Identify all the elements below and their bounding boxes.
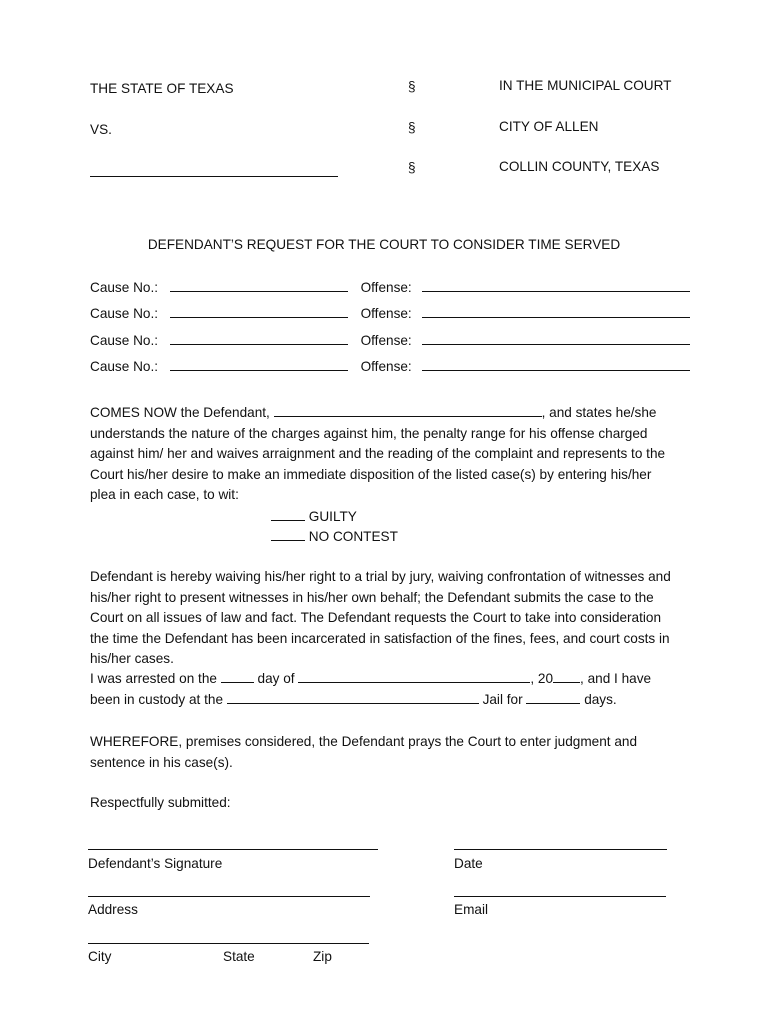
arrest-text: days.	[584, 691, 617, 707]
cause-row	[90, 278, 690, 297]
cause-label: Cause No.:	[90, 359, 159, 374]
arrest-month-field[interactable]	[298, 669, 530, 683]
wherefore-paragraph: WHEREFORE, premises considered, the Defendant prays the Court to enter judgment and sentence in his case(s).	[90, 734, 638, 770]
comes-now-text: COMES NOW the Defendant,	[90, 405, 270, 420]
offense-field[interactable]	[422, 278, 690, 292]
cause-label: Cause No.:	[90, 280, 159, 295]
address-line[interactable]	[88, 896, 370, 897]
caption-vs: VS.	[90, 122, 112, 137]
signature-line[interactable]	[88, 849, 378, 850]
arrest-year-field[interactable]	[553, 669, 580, 683]
caption-court: IN THE MUNICIPAL COURT	[499, 78, 672, 93]
city-state-zip-line[interactable]	[88, 943, 369, 944]
email-label: Email	[454, 902, 488, 917]
offense-label: Offense:	[360, 306, 412, 321]
cause-number-field[interactable]	[170, 278, 348, 292]
section-symbol: §	[408, 160, 416, 175]
arrest-day-field[interactable]	[221, 669, 254, 683]
plea-guilty-option	[271, 507, 357, 526]
arrest-text: , and I have been in custody at the	[90, 671, 652, 707]
date-line[interactable]	[454, 849, 667, 850]
zip-label: Zip	[313, 949, 332, 964]
offense-label: Offense:	[360, 359, 412, 374]
jail-days-field[interactable]	[526, 690, 580, 704]
waiver-paragraph: Defendant is hereby waiving his/her right to a trial by jury, waiving confrontation of witnesses and his/her right to present witnesses in his/her own behalf; the Defendant submits the case to the Court on all issues of law and fact. The Defendant requests the Court to take into consideration the time the Defendant has been incarcerated in satisfaction of the fines, fees, and court costs in his/her cases.	[90, 569, 671, 666]
offense-field[interactable]	[422, 357, 690, 371]
section-symbol: §	[408, 120, 416, 135]
cause-label: Cause No.:	[90, 333, 159, 348]
offense-label: Offense:	[360, 280, 412, 295]
city-label: City	[88, 949, 112, 964]
offense-label: Offense:	[360, 333, 412, 348]
offense-field[interactable]	[422, 331, 690, 345]
state-label: State	[223, 949, 255, 964]
caption-county: COLLIN COUNTY, TEXAS	[499, 159, 660, 174]
no-contest-label: NO CONTEST	[308, 529, 398, 544]
date-label: Date	[454, 856, 483, 871]
cause-label: Cause No.:	[90, 306, 159, 321]
respectfully-submitted: Respectfully submitted:	[90, 795, 231, 810]
defendant-name-field[interactable]	[274, 403, 542, 417]
section-symbol: §	[408, 79, 416, 94]
arrest-text: day of	[257, 671, 295, 686]
plea-no-contest-option	[271, 527, 398, 546]
guilty-label: GUILTY	[308, 509, 357, 524]
cause-row	[90, 331, 690, 350]
defendant-name-blank[interactable]	[90, 176, 338, 177]
no-contest-blank[interactable]	[271, 527, 305, 541]
arrest-text: Jail for	[482, 691, 523, 707]
arrest-text: I was arrested on the	[90, 671, 217, 686]
comes-now-paragraph	[90, 403, 680, 506]
cause-number-field[interactable]	[170, 357, 348, 371]
guilty-blank[interactable]	[271, 507, 305, 521]
arrest-text: , 20	[530, 671, 554, 686]
caption-city: CITY OF ALLEN	[499, 119, 599, 134]
email-line[interactable]	[454, 896, 666, 897]
jail-name-field[interactable]	[227, 690, 479, 704]
address-label: Address	[88, 902, 138, 917]
arrest-paragraph	[90, 669, 680, 710]
cause-number-field[interactable]	[170, 331, 348, 345]
offense-field[interactable]	[422, 304, 690, 318]
cause-row	[90, 304, 690, 323]
comes-now-text-cont: , and states he/she understands the nature of the charges against him, the penalty range for his offense charged against him/ her and waives arraignment and the reading of the complaint and represents to the Court his/her desire to make an immediate disposition of the listed case(s) by entering his/her plea in each case, to wit:	[90, 405, 666, 502]
cause-number-field[interactable]	[170, 304, 348, 318]
cause-row	[90, 357, 690, 376]
form-title: DEFENDANT’S REQUEST FOR THE COURT TO CONSIDER TIME SERVED	[147, 237, 621, 252]
caption-state: THE STATE OF TEXAS	[90, 81, 234, 96]
defendant-signature-label: Defendant’s Signature	[88, 856, 223, 871]
